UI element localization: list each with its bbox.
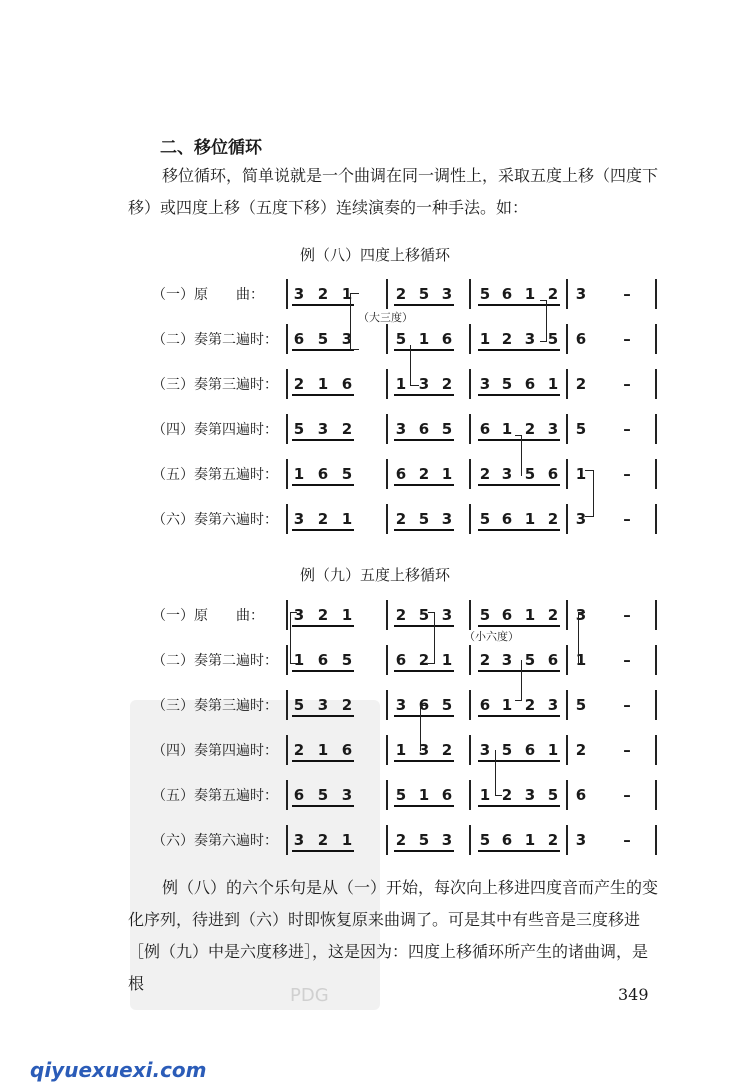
example8-note: 3 [293, 285, 305, 303]
example8-note: 6 [479, 420, 491, 438]
example8-barline [566, 459, 568, 489]
example8-beam [292, 484, 354, 486]
example9-note: – [623, 696, 631, 714]
example8-note: 1 [418, 330, 430, 348]
example8-title: 例（八）四度上移循环 [299, 246, 450, 264]
example9-beam [478, 715, 560, 717]
example9-note: 5 [317, 786, 329, 804]
example9-note: 2 [418, 651, 430, 669]
example9-note: 3 [575, 606, 587, 624]
example8-barline [655, 414, 657, 444]
example8-note: 5 [418, 510, 430, 528]
example8-note: 5 [395, 330, 407, 348]
example8-note: 3 [547, 420, 559, 438]
example9-row-label: （六）奏第六遍时： [152, 833, 278, 849]
example9-barline [566, 645, 568, 675]
example8-note: 6 [547, 465, 559, 483]
example8-beam [478, 304, 560, 306]
example9-note: 3 [547, 696, 559, 714]
example8-note: – [623, 330, 631, 348]
example9-beam [478, 850, 560, 852]
example9-barline [655, 735, 657, 765]
example8-beam [292, 529, 354, 531]
example8-note: 3 [501, 465, 513, 483]
example8-beam [478, 529, 560, 531]
example8-row-label: （四）奏第四遍时： [152, 422, 278, 438]
interval-connector [428, 612, 435, 664]
example8-note: 1 [293, 465, 305, 483]
example9-note: 1 [341, 606, 353, 624]
example8-note: 2 [547, 285, 559, 303]
interval-connector [515, 660, 522, 701]
example9-barline [566, 780, 568, 810]
example8-note: 2 [524, 420, 536, 438]
example9-note: 1 [418, 786, 430, 804]
example9-barline [386, 735, 388, 765]
example8-beam [394, 439, 454, 441]
example8-row-label: （五）奏第五遍时： [152, 467, 278, 483]
interval-connector [350, 293, 359, 350]
example9-row-label: （五）奏第五遍时： [152, 788, 278, 804]
example8-note: 2 [317, 285, 329, 303]
example9-barline [386, 600, 388, 630]
example9-row-label: （一）原 曲： [152, 608, 264, 624]
example8-beam [394, 304, 454, 306]
example8-beam [478, 484, 560, 486]
example8-annotation: （大三度） [358, 311, 413, 324]
example9-barline [386, 825, 388, 855]
example9-beam [292, 850, 354, 852]
example9-barline [655, 600, 657, 630]
example9-barline [566, 735, 568, 765]
example9-note: 1 [501, 696, 513, 714]
example8-note: – [623, 510, 631, 528]
example8-barline [286, 504, 288, 534]
example9-note: – [623, 831, 631, 849]
example8-barline [566, 504, 568, 534]
example9-barline [655, 690, 657, 720]
example8-note: 1 [575, 465, 587, 483]
interval-connector [515, 435, 522, 476]
example8-note: 1 [501, 420, 513, 438]
example8-note: 5 [575, 420, 587, 438]
example8-note: 1 [524, 285, 536, 303]
example8-note: 5 [418, 285, 430, 303]
example9-note: 1 [575, 651, 587, 669]
example8-barline [469, 414, 471, 444]
example8-barline [655, 369, 657, 399]
example8-note: 6 [395, 465, 407, 483]
example9-note: 3 [479, 741, 491, 759]
example9-beam [394, 670, 454, 672]
example8-barline [386, 279, 388, 309]
example9-barline [286, 690, 288, 720]
interval-connector [290, 612, 297, 664]
example8-note: 3 [441, 510, 453, 528]
example8-barline [286, 459, 288, 489]
example8-barline [386, 504, 388, 534]
example9-note: 6 [501, 606, 513, 624]
example9-note: 2 [293, 741, 305, 759]
example8-barline [469, 504, 471, 534]
example9-note: 6 [501, 831, 513, 849]
example9-note: 2 [575, 741, 587, 759]
example9-note: 6 [441, 786, 453, 804]
example9-note: 1 [547, 741, 559, 759]
example8-note: – [623, 375, 631, 393]
example9-row-label: （三）奏第三遍时： [152, 698, 278, 714]
example8-note: – [623, 420, 631, 438]
example9-note: 1 [395, 741, 407, 759]
example8-barline [386, 459, 388, 489]
example8-row-label: （六）奏第六遍时： [152, 512, 278, 528]
example9-note: 5 [575, 696, 587, 714]
example8-note: 1 [524, 510, 536, 528]
example8-note: 6 [341, 375, 353, 393]
example8-barline [655, 504, 657, 534]
example8-barline [655, 324, 657, 354]
example9-note: 2 [395, 606, 407, 624]
example8-note: 6 [501, 285, 513, 303]
example9-note: 3 [293, 606, 305, 624]
example9-barline [286, 735, 288, 765]
example8-note: 6 [575, 330, 587, 348]
example8-note: 2 [501, 330, 513, 348]
interval-connector [540, 300, 547, 342]
example8-beam [478, 394, 560, 396]
example8-note: 3 [575, 510, 587, 528]
example9-barline [469, 735, 471, 765]
example8-note: 2 [418, 465, 430, 483]
example8-barline [469, 369, 471, 399]
example8-note: 5 [479, 510, 491, 528]
example9-barline [386, 645, 388, 675]
example9-beam [394, 805, 454, 807]
example8-barline [566, 369, 568, 399]
example8-note: 3 [441, 285, 453, 303]
example9-note: 3 [575, 831, 587, 849]
example8-barline [286, 369, 288, 399]
example9-note: – [623, 651, 631, 669]
example8-barline [286, 414, 288, 444]
example9-note: 5 [418, 831, 430, 849]
example8-barline [655, 279, 657, 309]
interval-connector [420, 705, 427, 751]
example8-note: 3 [341, 330, 353, 348]
example9-note: 5 [395, 786, 407, 804]
example9-note: 3 [441, 831, 453, 849]
example8-note: 5 [341, 465, 353, 483]
example9-note: 5 [441, 696, 453, 714]
example9-note: 5 [341, 651, 353, 669]
example8-barline [566, 414, 568, 444]
example9-barline [469, 690, 471, 720]
example8-note: 3 [293, 510, 305, 528]
example9-beam [292, 715, 354, 717]
example8-note: 3 [479, 375, 491, 393]
example8-note: 6 [418, 420, 430, 438]
example9-note: 6 [317, 651, 329, 669]
example8-note: 1 [547, 375, 559, 393]
example9-note: 1 [293, 651, 305, 669]
intro-paragraph: 移位循环，简单说就是一个曲调在同一调性上，采取五度上移（四度下移）或四度上移（五度下移）连续演奏的一种手法。如： [128, 166, 659, 217]
example9-note: 6 [418, 696, 430, 714]
example8-note: 6 [524, 375, 536, 393]
example9-note: 1 [479, 786, 491, 804]
example8-beam [394, 484, 454, 486]
example8-beam [292, 394, 354, 396]
example9-beam [394, 760, 454, 762]
example9-note: 5 [479, 831, 491, 849]
example8-beam [292, 304, 354, 306]
example8-barline [566, 279, 568, 309]
example9-note: 3 [418, 741, 430, 759]
example9-beam [292, 625, 354, 627]
example9-beam [292, 805, 354, 807]
example8-note: 3 [395, 420, 407, 438]
example9-barline [286, 645, 288, 675]
example9-note: – [623, 786, 631, 804]
example9-note: 6 [575, 786, 587, 804]
example8-beam [292, 349, 354, 351]
example8-row-label: （一）原 曲： [152, 287, 264, 303]
example9-barline [655, 825, 657, 855]
example8-barline [386, 369, 388, 399]
example8-note: 5 [479, 285, 491, 303]
example9-note: 3 [293, 831, 305, 849]
example9-note: 3 [395, 696, 407, 714]
example8-note: 6 [317, 465, 329, 483]
example9-barline [469, 825, 471, 855]
interval-connector [585, 470, 594, 517]
example9-note: 5 [501, 741, 513, 759]
interval-connector [495, 750, 502, 796]
example9-beam [292, 760, 354, 762]
example9-barline [566, 690, 568, 720]
example9-note: 3 [341, 786, 353, 804]
example9-note: 2 [317, 831, 329, 849]
example9-note: 5 [293, 696, 305, 714]
example9-barline [386, 780, 388, 810]
example9-barline [655, 645, 657, 675]
example8-note: 5 [524, 465, 536, 483]
example9-barline [566, 600, 568, 630]
example9-note: 6 [395, 651, 407, 669]
example9-note: 3 [441, 606, 453, 624]
example8-note: 5 [317, 330, 329, 348]
example8-barline [469, 324, 471, 354]
example9-beam [478, 805, 560, 807]
example8-note: 3 [418, 375, 430, 393]
example9-row-label: （四）奏第四遍时： [152, 743, 278, 759]
interval-connector [578, 612, 585, 664]
example9-title: 例（九）五度上移循环 [299, 566, 450, 584]
example8-note: 5 [547, 330, 559, 348]
example8-beam [394, 394, 454, 396]
page-number: 349 [618, 985, 649, 1004]
example8-note: 1 [441, 465, 453, 483]
watermark-label: PDG [290, 985, 329, 1006]
example8-note: 2 [547, 510, 559, 528]
example9-note: 2 [547, 831, 559, 849]
example9-note: 2 [547, 606, 559, 624]
example8-note: 6 [293, 330, 305, 348]
example9-beam [292, 670, 354, 672]
example9-note: 2 [501, 786, 513, 804]
example9-note: 6 [524, 741, 536, 759]
example8-note: 2 [479, 465, 491, 483]
example8-note: 5 [501, 375, 513, 393]
example9-note: 5 [479, 606, 491, 624]
example8-barline [469, 279, 471, 309]
example9-note: 1 [524, 831, 536, 849]
example8-beam [394, 529, 454, 531]
example9-note: 5 [547, 786, 559, 804]
example9-beam [394, 625, 454, 627]
example9-note: 3 [501, 651, 513, 669]
example9-note: 1 [341, 831, 353, 849]
example8-note: 1 [341, 285, 353, 303]
example8-note: 2 [575, 375, 587, 393]
interval-connector [410, 345, 419, 386]
section-title: 二、移位循环 [160, 138, 262, 158]
example9-note: 1 [524, 606, 536, 624]
example8-note: 1 [479, 330, 491, 348]
example8-note: 3 [524, 330, 536, 348]
example8-barline [286, 279, 288, 309]
example8-barline [566, 324, 568, 354]
example9-barline [655, 780, 657, 810]
example8-note: – [623, 465, 631, 483]
example8-note: 1 [341, 510, 353, 528]
example8-note: 5 [293, 420, 305, 438]
example8-barline [386, 414, 388, 444]
example8-note: 3 [317, 420, 329, 438]
example8-note: 2 [395, 510, 407, 528]
example9-note: 2 [441, 741, 453, 759]
example9-note: – [623, 606, 631, 624]
example9-note: 1 [317, 741, 329, 759]
example9-barline [469, 780, 471, 810]
site-footer-text: qiyuexuexi.com [30, 1058, 207, 1082]
explanation-paragraph: 例（八）的六个乐句是从（一）开始，每次向上移进四度音而产生的变化序列，待进到（六）时即恢复原来曲调了。可是其中有些音是三度移进［例（九）中是六度移进］，这是因为：四度上移循环所产生的诸曲调，是根 [128, 878, 659, 993]
example9-annotation: （小六度） [464, 630, 519, 643]
example8-barline [469, 459, 471, 489]
example8-note: 2 [293, 375, 305, 393]
example8-row-label: （三）奏第三遍时： [152, 377, 278, 393]
example9-note: 6 [547, 651, 559, 669]
example9-beam [478, 760, 560, 762]
example9-note: 2 [524, 696, 536, 714]
example9-beam [478, 625, 560, 627]
example8-note: 2 [395, 285, 407, 303]
example9-note: 6 [293, 786, 305, 804]
example8-beam [292, 439, 354, 441]
example8-barline [655, 459, 657, 489]
example8-note: 3 [575, 285, 587, 303]
example9-note: 2 [395, 831, 407, 849]
example8-note: 5 [441, 420, 453, 438]
example9-beam [394, 850, 454, 852]
example9-barline [566, 825, 568, 855]
example9-note: 1 [441, 651, 453, 669]
example9-barline [286, 780, 288, 810]
example8-note: 2 [317, 510, 329, 528]
example9-note: 2 [341, 696, 353, 714]
example8-note: 6 [441, 330, 453, 348]
example8-barline [286, 324, 288, 354]
example9-note: – [623, 741, 631, 759]
example9-barline [469, 645, 471, 675]
example9-note: 3 [317, 696, 329, 714]
example8-note: 2 [441, 375, 453, 393]
example8-note: – [623, 285, 631, 303]
example9-note: 5 [418, 606, 430, 624]
example8-row-label: （二）奏第二遍时： [152, 332, 278, 348]
example8-note: 1 [317, 375, 329, 393]
example9-note: 5 [524, 651, 536, 669]
example9-row-label: （二）奏第二遍时： [152, 653, 278, 669]
example9-barline [286, 600, 288, 630]
example8-beam [478, 349, 560, 351]
example9-barline [469, 600, 471, 630]
example8-beam [394, 349, 454, 351]
example9-note: 6 [341, 741, 353, 759]
example8-note: 2 [341, 420, 353, 438]
example9-note: 3 [524, 786, 536, 804]
example9-note: 2 [317, 606, 329, 624]
example9-barline [286, 825, 288, 855]
example8-note: 6 [501, 510, 513, 528]
example9-note: 2 [479, 651, 491, 669]
example9-barline [386, 690, 388, 720]
example9-note: 6 [479, 696, 491, 714]
example8-note: 1 [395, 375, 407, 393]
example8-barline [386, 324, 388, 354]
